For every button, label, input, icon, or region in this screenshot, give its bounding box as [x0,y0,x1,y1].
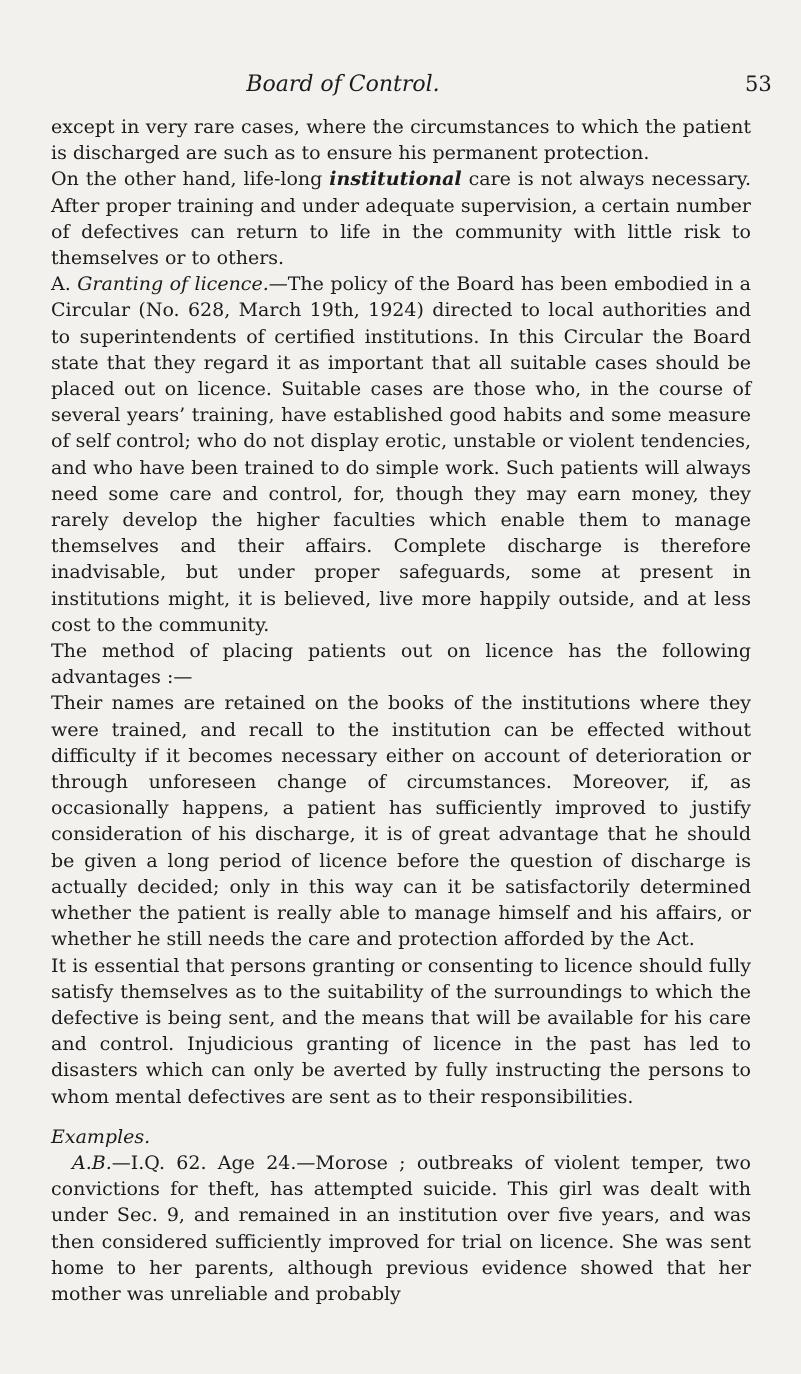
paragraph-essential: It is essential that persons granting or consenting to licence should fully satisfy themselves as to the suitability of the surroundings to which the defective is being sent, and the means that will be available for his care and control. Injudicious granting of licence in the past has led to disasters which can only be averted by fully instructing the persons to whom mental defectives are sent as to their responsibilities. [51,954,751,1108]
paragraph-text: care is not always necessary. After proper training and under adequate supervision, a certain number of defectives can return to life in the community with little risk to themselves or to others. [51,168,751,270]
paragraph-text: On the other hand, life-long [51,168,330,191]
case-example [51,1150,751,1307]
paragraph-advantages: The method of placing patients out on licence has the following advantages :— [51,640,751,689]
paragraph-names-retained: Their names are retained on the books of the institutions where they were trained, and recall to the institution can be effected without difficulty if it becomes necessary either on account of deterioration or through unforeseen change of circumstances. Moreover, if, as occasionally happens, a patient has sufficiently improved to justify consideration of his discharge, it is of great advantage that he should be given a long period of licence before the question of discharge is actually decided; only in this way can it be satisfactorily determined whether the patient is really able to manage himself and his affairs, or whether he still needs the care and protection afforded by the Act. [51,692,751,951]
paragraph-institutional-care [51,166,751,271]
paragraph-continuation: except in very rare cases, where the circumstances to which the patient is discharged are such as to ensure his permanent protection. [51,116,751,165]
section-title: Granting of licence. [77,273,269,296]
section-letter: A. [51,273,71,296]
paragraph-granting-of-licence [51,271,751,638]
page-number: 53 [745,72,772,96]
running-head [0,72,801,102]
case-text: —I.Q. 62. Age 24.—Morose ; outbreaks of violent temper, two convictions for theft, has attempted suicide. This girl was dealt with under Sec. 9, and remained in an institution over five years, and was then considered sufficiently improved for trial on licence. She was sent home to her parents, although previous evidence showed that her mother was unreliable and probably [51,1151,751,1305]
emphasis-institutional: institutional [329,168,462,191]
case-label: A.B. [72,1151,112,1174]
examples-heading: Examples. [51,1125,151,1148]
running-title: Board of Control. [246,72,440,97]
paragraph-text: —The policy of the Board has been embodied in a Circular (No. 628, March 19th, 1924) directed to local authorities and to superintendents of certified institutions. In this Circular the Board state that they regard it as important that all suitable cases should be placed out on licence. Suitable cases are those who, in the course of several years’ training, have established good habits and some measure of self control; who do not display erotic, unstable or violent tendencies, and who have been trained to do simple work. Such patients will always need some care and control, for, though they may earn money, they rarely develop the higher faculties which enable them to manage themselves and their affairs. Complete discharge is therefore inadvisable, but under proper safeguards, some at present in institutions might, it is believed, live more happily outside, and at less cost to the community. [51,273,751,636]
body-text [51,114,751,1307]
